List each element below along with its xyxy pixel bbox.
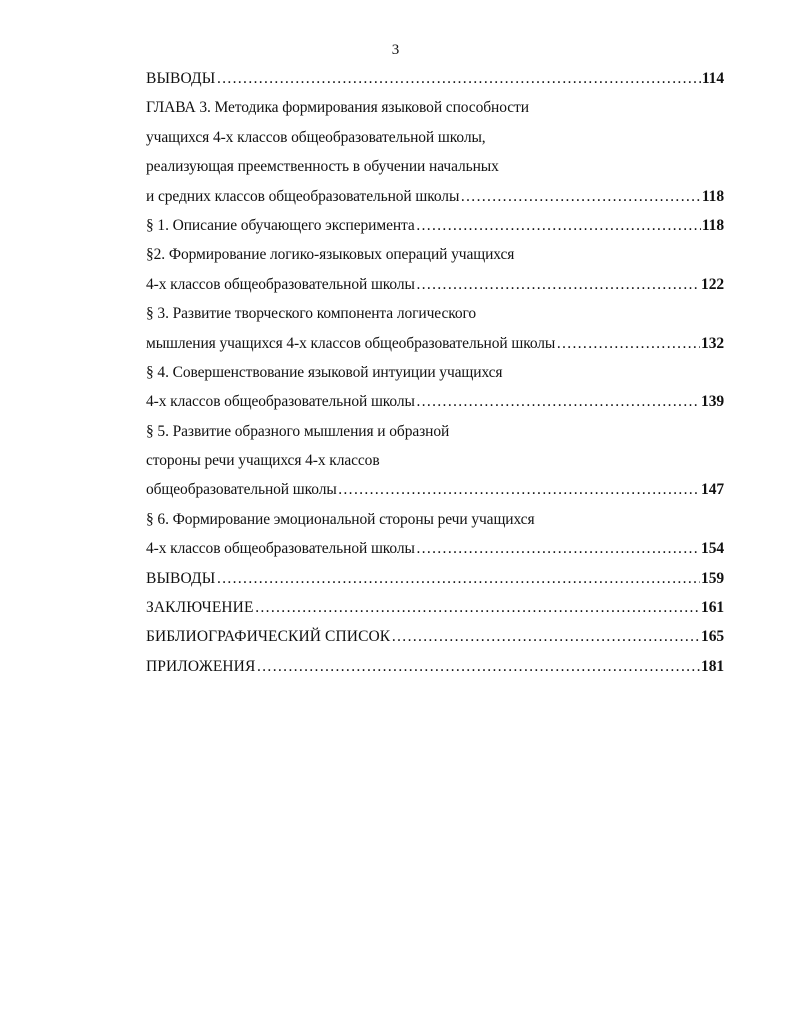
toc-entry-chapter3-line1: ГЛАВА 3. Методика формирования языковой способности (146, 99, 529, 117)
toc-entry-section5-line1: § 5. Развитие образного мышления и образной (146, 422, 450, 440)
toc-leader-dots (416, 534, 700, 563)
toc-page-number: 132 (701, 334, 724, 352)
toc-entry-conclusion[interactable] (146, 593, 724, 622)
toc-leader-dots (556, 329, 700, 358)
table-of-contents (146, 64, 724, 681)
toc-entry-title: ПРИЛОЖЕНИЯ (146, 657, 256, 675)
toc-entry-section3[interactable] (146, 329, 724, 358)
toc-entry-section5[interactable] (146, 475, 724, 504)
toc-page-number: 118 (701, 216, 724, 234)
toc-page-number: 154 (701, 540, 724, 558)
toc-entry-appendices[interactable] (146, 652, 724, 681)
toc-page-number: 147 (701, 481, 724, 499)
toc-entry-bibliography[interactable] (146, 622, 724, 651)
toc-entry-section4[interactable] (146, 387, 724, 416)
toc-entry-conclusions-ch2[interactable] (146, 64, 724, 93)
toc-page-number: 122 (701, 275, 724, 293)
toc-page-number: 161 (701, 599, 724, 617)
toc-leader-dots (391, 622, 700, 651)
toc-leader-dots (256, 652, 700, 681)
toc-leader-dots (216, 64, 701, 93)
toc-page-number: 139 (701, 393, 724, 411)
toc-leader-dots (416, 211, 701, 240)
toc-entry-chapter3-line3: реализующая преемственность в обучении начальных (146, 158, 499, 176)
toc-entry-section5-line2: стороны речи учащихся 4-х классов (146, 452, 380, 470)
toc-entry-title: 4-х классов общеобразовательной школы (146, 275, 415, 293)
toc-entry-title: § 1. Описание обучающего эксперимента (146, 216, 415, 234)
toc-page-number: 159 (701, 569, 724, 587)
toc-entry-title: общеобразовательной школы (146, 481, 337, 499)
toc-entry-title: 4-х классов общеобразовательной школы (146, 540, 415, 558)
toc-entry-title: ВЫВОДЫ (146, 70, 216, 87)
toc-entry-section6-line1: § 6. Формирование эмоциональной стороны речи учащихся (146, 510, 535, 528)
toc-entry-title: 4-х классов общеобразовательной школы (146, 393, 415, 411)
toc-entry-title: мышления учащихся 4-х классов общеобразовательной школы (146, 334, 556, 352)
toc-entry-conclusions-ch3[interactable] (146, 564, 724, 593)
toc-leader-dots (338, 475, 700, 504)
toc-entry-section2-line1: §2. Формирование логико-языковых операций учащихся (146, 246, 515, 264)
toc-entry-chapter3[interactable] (146, 182, 724, 211)
toc-entry-title: БИБЛИОГРАФИЧЕСКИЙ СПИСОК (146, 628, 391, 646)
toc-leader-dots (255, 593, 700, 622)
toc-entry-title: ЗАКЛЮЧЕНИЕ (146, 599, 254, 617)
toc-entry-section3-line1: § 3. Развитие творческого компонента логического (146, 305, 477, 323)
toc-page-number: 181 (701, 657, 724, 675)
toc-entry-title: и средних классов общеобразовательной школы (146, 187, 460, 205)
toc-entry-section1[interactable] (146, 211, 724, 240)
toc-leader-dots (216, 564, 700, 593)
toc-entry-section2[interactable] (146, 270, 724, 299)
toc-page-number: 114 (701, 70, 724, 87)
toc-page-number: 118 (701, 187, 724, 205)
toc-entry-section6[interactable] (146, 534, 724, 563)
page-number: 3 (391, 42, 400, 58)
toc-page-number: 165 (701, 628, 724, 646)
toc-entry-section4-line1: § 4. Совершенствование языковой интуиции учащихся (146, 363, 503, 381)
toc-leader-dots (416, 387, 700, 416)
toc-entry-title: ВЫВОДЫ (146, 569, 216, 587)
toc-leader-dots (460, 182, 701, 211)
toc-entry-chapter3-line2: учащихся 4-х классов общеобразовательной школы, (146, 128, 486, 146)
toc-leader-dots (416, 270, 700, 299)
